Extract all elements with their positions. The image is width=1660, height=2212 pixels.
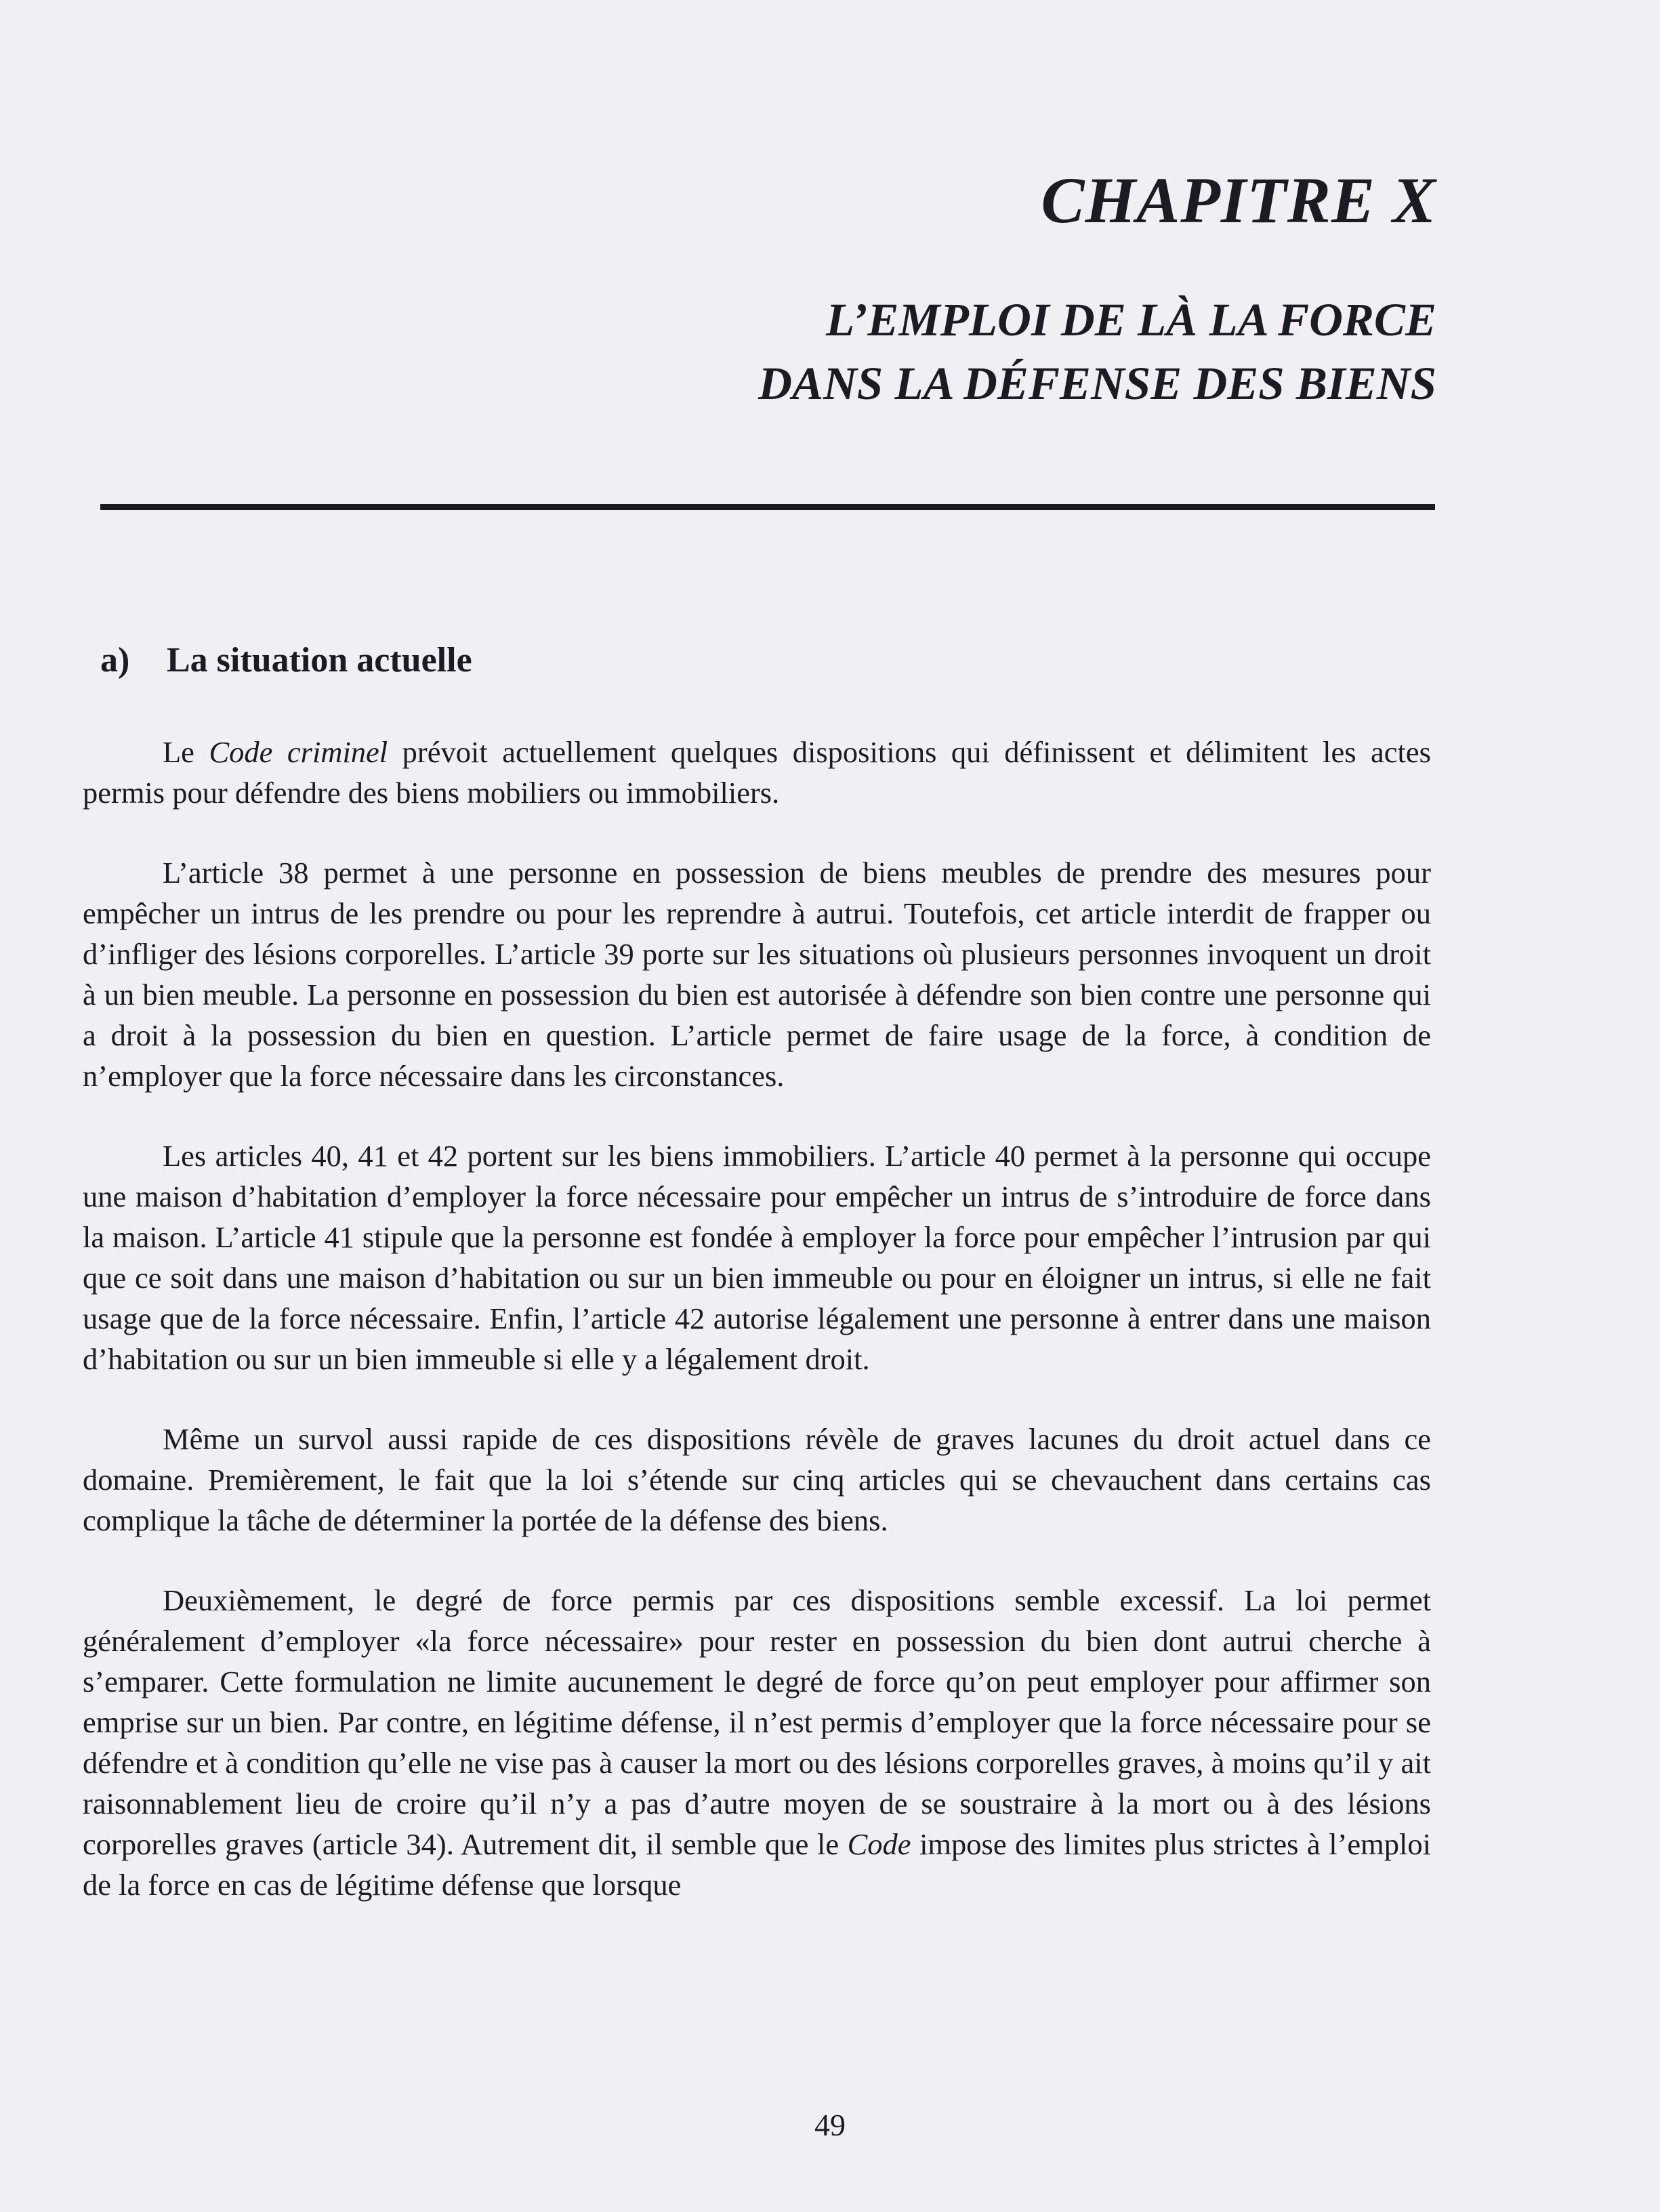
paragraph-5	[83, 1580, 1431, 1905]
horizontal-rule	[100, 504, 1435, 510]
paragraph-2: L’article 38 permet à une personne en possession de biens meubles de prendre des mesures pour empêcher un intrus de les prendre ou pour les reprendre à autrui. Toutefois, cet article interdit de frapper ou d’infliger des lésions corporelles. L’article 39 porte sur les situations où plusieurs personnes invoquent un droit à un bien meuble. La personne en possession du bien est autorisée à défendre son bien contre une personne qui a droit à la possession du bien en question. L’article permet de faire usage de la force, à condition de n’employer que la force nécessaire dans les circonstances.	[83, 856, 1431, 1093]
paragraph-5-text-end: impose des limites plus strictes à l’emploi de la force en cas de légitime défense que lorsque	[83, 1827, 1431, 1902]
chapter-title-line-1: L’EMPLOI DE LÀ LA FORCE	[826, 294, 1436, 346]
page-number: 49	[814, 2108, 846, 2142]
code-italic: Code	[847, 1827, 911, 1861]
section-number: a)	[100, 641, 130, 680]
paragraph-1-text-end: prévoit actuellement quelques dispositions qui définissent et délimitent les actes permis pour défendre des biens mobiliers ou immobiliers.	[83, 735, 1431, 810]
chapter-title-line-2: DANS LA DÉFENSE DES BIENS	[758, 358, 1436, 409]
chapter-label: CHAPITRE X	[1041, 164, 1436, 236]
paragraph-3: Les articles 40, 41 et 42 portent sur les biens immobiliers. L’article 40 permet à la personne qui occupe une maison d’habitation d’employer la force nécessaire pour empêcher un intrus de s’introduire de force dans la maison. L’article 41 stipule que la personne est fondée à employer la force pour empêcher l’intrusion par qui que ce soit dans une maison d’habitation ou sur un bien immeuble ou pour en éloigner un intrus, si elle ne fait usage que de la force nécessaire. Enfin, l’article 42 autorise légalement une personne à entrer dans une maison d’habitation ou sur un bien immeuble si elle y a légalement droit.	[83, 1139, 1431, 1376]
body-text	[83, 732, 1431, 1944]
section-title: La situation actuelle	[167, 641, 472, 680]
chapter-title	[758, 288, 1436, 415]
paragraph-1-text-start: Le	[163, 735, 209, 769]
paragraph-4: Même un survol aussi rapide de ces dispositions révèle de graves lacunes du droit actuel dans ce domaine. Premièrement, le fait que la loi s’étende sur cinq articles qui se chevauchent dans certains cas complique la tâche de déterminer la portée de la défense des biens.	[83, 1422, 1431, 1537]
code-criminel-italic: Code criminel	[209, 735, 388, 769]
paragraph-5-text-start: Deuxièmement, le degré de force permis par ces dispositions semble excessif. La loi permet généralement d’employer «la force nécessaire» pour rester en possession du bien dont autrui cherche à s’emparer. Cette formulation ne limite aucunement le degré de force qu’on peut employer pour affirmer son emprise sur un bien. Par contre, en légitime défense, il n’est permis d’employer que la force nécessaire pour se défendre et à condition qu’elle ne vise pas à causer la mort ou des lésions corporelles graves, à moins qu’il y ait raisonnablement lieu de croire qu’il n’y a pas d’autre moyen de se soustraire à la mort ou à des lésions corporelles graves (article 34). Autrement dit, il semble que le	[83, 1583, 1431, 1861]
paragraph-1	[83, 732, 1431, 813]
section-heading	[100, 640, 472, 680]
